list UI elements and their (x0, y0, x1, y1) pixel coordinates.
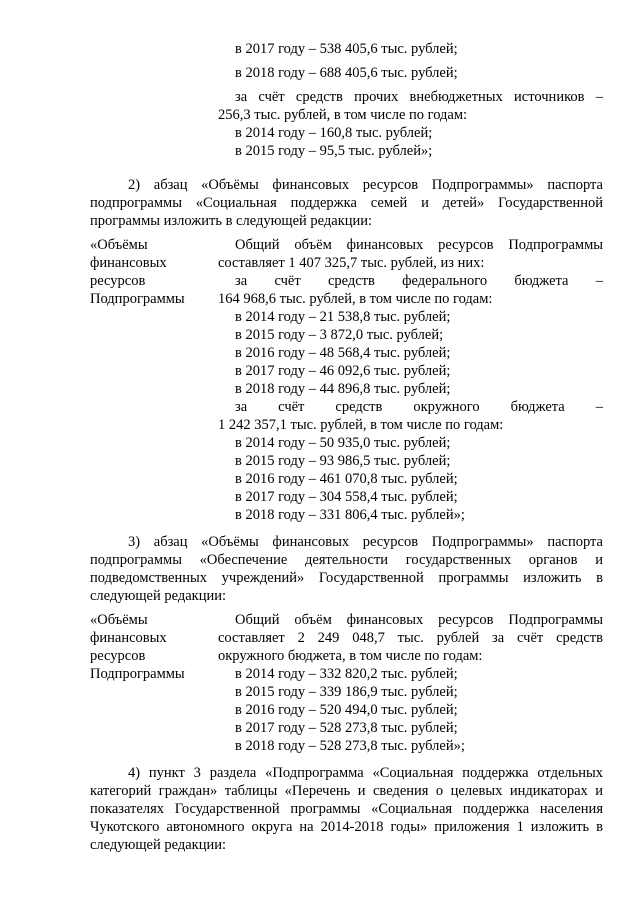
text-line: в 2014 году – 332 820,2 тыс. рублей; (235, 666, 458, 682)
text-line: в 2018 году – 331 806,4 тыс. рублей»; (235, 507, 465, 523)
text-line: составляет 2 249 048,7 тыс. рублей за счёт средств (218, 630, 603, 646)
table-label: Подпрограммы (90, 291, 185, 307)
text-line: в 2016 году – 48 568,4 тыс. рублей; (235, 345, 451, 361)
text-line: 164 968,6 тыс. рублей, в том числе по годам: (218, 291, 493, 307)
text-line: следующей редакции: (90, 588, 227, 604)
text-line: подведомственных учреждений» Государственной программы изложить в (90, 570, 603, 586)
text-line: в 2014 году – 21 538,8 тыс. рублей; (235, 309, 451, 325)
text-line: в 2018 году – 528 273,8 тыс. рублей»; (235, 738, 465, 754)
text-line: в 2015 году – 95,5 тыс. рублей»; (235, 143, 433, 159)
text-line: за счёт средств федерального бюджета – (235, 273, 603, 289)
text-line: в 2016 году – 520 494,0 тыс. рублей; (235, 702, 458, 718)
text-line: Чукотского автономного округа на 2014-2018 годы» приложения 1 изложить в (90, 819, 603, 835)
text-line: в 2015 году – 339 186,9 тыс. рублей; (235, 684, 458, 700)
text-line: программы изложить в следующей редакции: (90, 213, 373, 229)
text-line: в 2018 году – 688 405,6 тыс. рублей; (235, 65, 458, 81)
text-line: 3) абзац «Объёмы финансовых ресурсов Подпрограммы» паспорта (128, 534, 603, 550)
text-line: в 2017 году – 538 405,6 тыс. рублей; (235, 41, 458, 57)
text-line: в 2015 году – 93 986,5 тыс. рублей; (235, 453, 451, 469)
text-line: подпрограммы «Обеспечение деятельности государственных органов и (90, 552, 603, 568)
table-label: «Объёмы (90, 612, 148, 628)
text-line: следующей редакции: (90, 837, 227, 853)
text-line: подпрограммы «Социальная поддержка семей и детей» Государственной (90, 195, 603, 211)
text-line: в 2017 году – 46 092,6 тыс. рублей; (235, 363, 451, 379)
text-line: составляет 1 407 325,7 тыс. рублей, из них: (218, 255, 485, 271)
text-line: показателях Государственной программы «Социальная поддержка населения (90, 801, 603, 817)
text-line: 256,3 тыс. рублей, в том числе по годам: (218, 107, 468, 123)
text-line: за счёт средств окружного бюджета – (235, 399, 603, 415)
table-label: ресурсов (90, 273, 146, 289)
text-line: в 2014 году – 50 935,0 тыс. рублей; (235, 435, 451, 451)
table-label: Подпрограммы (90, 666, 185, 682)
table-label: ресурсов (90, 648, 146, 664)
text-line: 1 242 357,1 тыс. рублей, в том числе по годам: (218, 417, 504, 433)
text-line: 2) абзац «Объёмы финансовых ресурсов Подпрограммы» паспорта (128, 177, 603, 193)
text-line: категорий граждан» таблицы «Перечень и сведения о целевых индикаторах и (90, 783, 603, 799)
text-line: окружного бюджета, в том числе по годам: (218, 648, 483, 664)
text-line: в 2016 году – 461 070,8 тыс. рублей; (235, 471, 458, 487)
text-line: 4) пункт 3 раздела «Подпрограмма «Социальная поддержка отдельных (128, 765, 603, 781)
text-line: в 2017 году – 528 273,8 тыс. рублей; (235, 720, 458, 736)
text-line: в 2017 году – 304 558,4 тыс. рублей; (235, 489, 458, 505)
text-line: в 2015 году – 3 872,0 тыс. рублей; (235, 327, 444, 343)
table-label: «Объёмы (90, 237, 148, 253)
text-line: в 2018 году – 44 896,8 тыс. рублей; (235, 381, 451, 397)
text-line: Общий объём финансовых ресурсов Подпрограммы (235, 237, 603, 253)
text-line: в 2014 году – 160,8 тыс. рублей; (235, 125, 433, 141)
table-label: финансовых (90, 255, 167, 271)
text-line: за счёт средств прочих внебюджетных источников – (235, 89, 603, 105)
table-label: финансовых (90, 630, 167, 646)
text-line: Общий объём финансовых ресурсов Подпрограммы (235, 612, 603, 628)
